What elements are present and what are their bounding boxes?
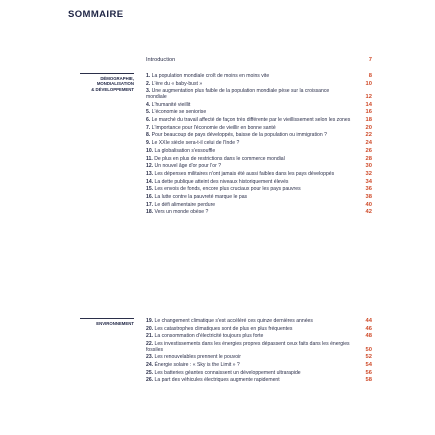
toc-intro-row[interactable] (146, 57, 372, 63)
toc-page-number: 16 (365, 109, 372, 116)
toc-entry-text (146, 180, 351, 186)
toc-page-number: 34 (365, 178, 372, 185)
toc-entry-text (146, 210, 351, 216)
toc-entry-title: La lutte contre la pauvreté marque le pas (154, 193, 248, 200)
toc-entry-text (146, 133, 351, 139)
toc-entry[interactable] (146, 370, 372, 378)
toc-page-number: 44 (365, 318, 372, 325)
toc-entry-number: 16. (146, 193, 154, 200)
toc-page-number: 50 (365, 346, 372, 353)
toc-entry-title: Le changement climatique s'est accéléré ces quinze dernières années (154, 318, 313, 325)
toc-entry-title: Énergie solaire : « Sky is the Limit » ? (154, 362, 240, 369)
toc-entry-text (146, 203, 351, 209)
toc-entry-title: Le défi alimentaire perdure (154, 201, 216, 208)
toc-entry[interactable] (146, 140, 372, 148)
toc-entry-number: 12. (146, 163, 154, 170)
toc-entry-title: La population mondiale croît de moins en moins vite (151, 73, 270, 80)
toc-page-number: 48 (365, 333, 372, 340)
toc-entry-title: Le XXIe siècle sera-t-il celui de l'Inde ? (151, 140, 240, 147)
toc-entry-text (146, 89, 351, 100)
intro-page-number: 7 (368, 57, 372, 63)
toc-entry-text (146, 319, 351, 325)
toc-entry-title: Les investissements dans les énergies propres dépassent ceux faits dans les énergies fossiles (146, 341, 350, 353)
toc-entry-text (146, 82, 351, 88)
toc-entry-text (146, 334, 351, 340)
toc-entry-number: 22. (146, 341, 154, 348)
toc-entry-number: 20. (146, 325, 154, 332)
toc-entry-title: Le marché du travail affecté de façon très différente par le vieillissement selon les zones (151, 117, 351, 124)
toc-page-number: 54 (365, 362, 372, 369)
toc-page-number: 36 (365, 186, 372, 193)
section-label: ENVIRONNEMENT (80, 318, 134, 326)
toc-entry-number: 3. (146, 88, 151, 95)
toc-page-number: 20 (365, 124, 372, 131)
toc-entry-title: L'humanité vieillit (151, 101, 191, 108)
toc-entry-text (146, 103, 351, 109)
toc-page-number: 22 (365, 132, 372, 139)
toc-entry-number: 6. (146, 117, 151, 124)
toc-entry[interactable] (146, 117, 372, 125)
toc-entry-title: La part des véhicules électriques augmente rapidement (154, 377, 280, 384)
toc-entry-title: Les envois de fonds, encore plus cruciaux pour les pays pauvres (154, 186, 301, 193)
toc-entry-number: 21. (146, 333, 154, 340)
toc-entry-title: Les renouvelables prennent le pouvoir (154, 354, 241, 361)
toc-entry-number: 19. (146, 318, 154, 325)
toc-entry-number: 11. (146, 155, 153, 162)
toc-entry-text (146, 164, 351, 170)
toc-entry-text (146, 157, 351, 163)
toc-page-number: 52 (365, 354, 372, 361)
toc-entry-text (146, 118, 351, 124)
toc-entries (146, 73, 372, 217)
toc-entry-title: L'économie se seniorise (151, 109, 207, 116)
toc-entry-title: Les catastrophes climatiques sont de plus en plus fréquentes (154, 325, 293, 332)
toc-entry-number: 14. (146, 178, 154, 185)
toc-entry-number: 7. (146, 124, 151, 131)
toc-page-number: 10 (365, 80, 372, 87)
toc-entry-number: 13. (146, 170, 154, 177)
toc-entry[interactable] (146, 209, 372, 217)
toc-entries (146, 318, 372, 385)
toc-entry[interactable] (146, 354, 372, 362)
toc-entry-number: 18. (146, 209, 154, 216)
toc-page-number: 24 (365, 140, 372, 147)
toc-page-number: 28 (365, 155, 372, 162)
toc-page-number: 32 (365, 170, 372, 177)
toc-page-number: 26 (365, 147, 372, 154)
toc-entry-text (146, 363, 351, 369)
toc-entry[interactable] (146, 333, 372, 341)
toc-page-number: 18 (365, 117, 372, 124)
toc-entry-title: Une augmentation plus faible de la population mondiale pèse sur la croissance mondiale (146, 88, 330, 101)
toc-entry[interactable] (146, 125, 372, 133)
toc-entry[interactable] (146, 341, 372, 354)
section-label: DÉMOGRAPHIE, MONDIALISATION & DÉVELOPPEMENT (80, 73, 134, 92)
toc-page-number: 46 (365, 325, 372, 332)
toc-entry-number: 1. (146, 73, 151, 80)
toc-entry-number: 10. (146, 147, 154, 154)
toc-entry-title: L'ère du « baby-bust » (151, 80, 203, 87)
toc-page-number: 42 (365, 209, 372, 216)
toc-entry[interactable] (146, 163, 372, 171)
toc-page-number: 12 (365, 94, 372, 101)
toc-page-number: 58 (365, 377, 372, 384)
toc-entry[interactable] (146, 81, 372, 89)
toc-entry[interactable] (146, 377, 372, 385)
toc-page-number: 14 (365, 101, 372, 108)
toc-entry[interactable] (146, 186, 372, 194)
page-title: SOMMAIRE (68, 9, 124, 20)
toc-entry-number: 5. (146, 109, 151, 116)
toc-entry[interactable] (146, 194, 372, 202)
toc-entry-number: 17. (146, 201, 154, 208)
toc-entry-title: Vers un monde obèse ? (154, 209, 209, 216)
toc-entry[interactable] (146, 109, 372, 117)
toc-entry-number: 15. (146, 186, 154, 193)
toc-entry-text (146, 371, 351, 377)
toc-entry-number: 23. (146, 354, 154, 361)
toc-page-number: 30 (365, 163, 372, 170)
toc-entry[interactable] (146, 88, 372, 101)
toc-entry-title: Un nouvel âge d'or pour l'or ? (154, 163, 222, 170)
toc-entry-number: 4. (146, 101, 151, 108)
toc-entry[interactable] (146, 318, 372, 326)
toc-entry-text (146, 126, 351, 132)
toc-entry[interactable] (146, 148, 372, 156)
toc-entry-number: 8. (146, 132, 151, 139)
toc-entry-text (146, 187, 351, 193)
toc-entry-text (146, 141, 351, 147)
toc-page-number: 8 (368, 73, 372, 80)
toc-entry[interactable] (146, 362, 372, 370)
toc-entry[interactable] (146, 73, 372, 81)
toc-entry-title: De plus en plus de restrictions dans le commerce mondial (154, 155, 285, 162)
toc-entry-number: 2. (146, 80, 151, 87)
toc-entry-title: Pour beaucoup de pays développés, baisse de la population ou immigration ? (151, 132, 327, 139)
toc-entry-text (146, 110, 351, 116)
toc-entry[interactable] (146, 179, 372, 187)
toc-entry-text (146, 74, 351, 80)
toc-entry-text (146, 355, 351, 361)
toc-entry[interactable] (146, 326, 372, 334)
toc-entry[interactable] (146, 132, 372, 140)
toc-entry-title: L'importance pour l'économie de vieillir en bonne santé (151, 124, 276, 131)
toc-entry-text (146, 378, 351, 384)
toc-entry-number: 26. (146, 377, 154, 384)
toc-page-number: 40 (365, 201, 372, 208)
toc-page-number: 56 (365, 369, 372, 376)
toc-entry-title: Les dépenses militaires n'ont jamais été aussi faibles dans les pays développés (154, 170, 335, 177)
toc-entry[interactable] (146, 171, 372, 179)
intro-label: Introduction (146, 57, 176, 63)
toc-entry-text (146, 172, 351, 178)
toc-page-number: 38 (365, 193, 372, 200)
toc-entry[interactable] (146, 202, 372, 210)
toc-entry-text (146, 195, 351, 201)
toc-entry-text (146, 327, 351, 333)
toc-entry-number: 9. (146, 140, 151, 147)
toc-entry[interactable] (146, 155, 372, 163)
toc-entry-title: La consommation d'électricité toujours plus forte (154, 333, 264, 340)
toc-entry-title: Les batteries géantes connaissent un développement ultrarapide (154, 369, 301, 376)
toc-entry[interactable] (146, 102, 372, 110)
toc-entry-number: 24. (146, 362, 154, 369)
toc-entry-number: 25. (146, 369, 154, 376)
toc-entry-title: La globalisation s'essouffle (154, 147, 216, 154)
toc-entry-title: La dette publique atteint des niveaux historiquement élevés (154, 178, 289, 185)
toc-entry-text (146, 342, 351, 353)
toc-entry-text (146, 149, 351, 155)
